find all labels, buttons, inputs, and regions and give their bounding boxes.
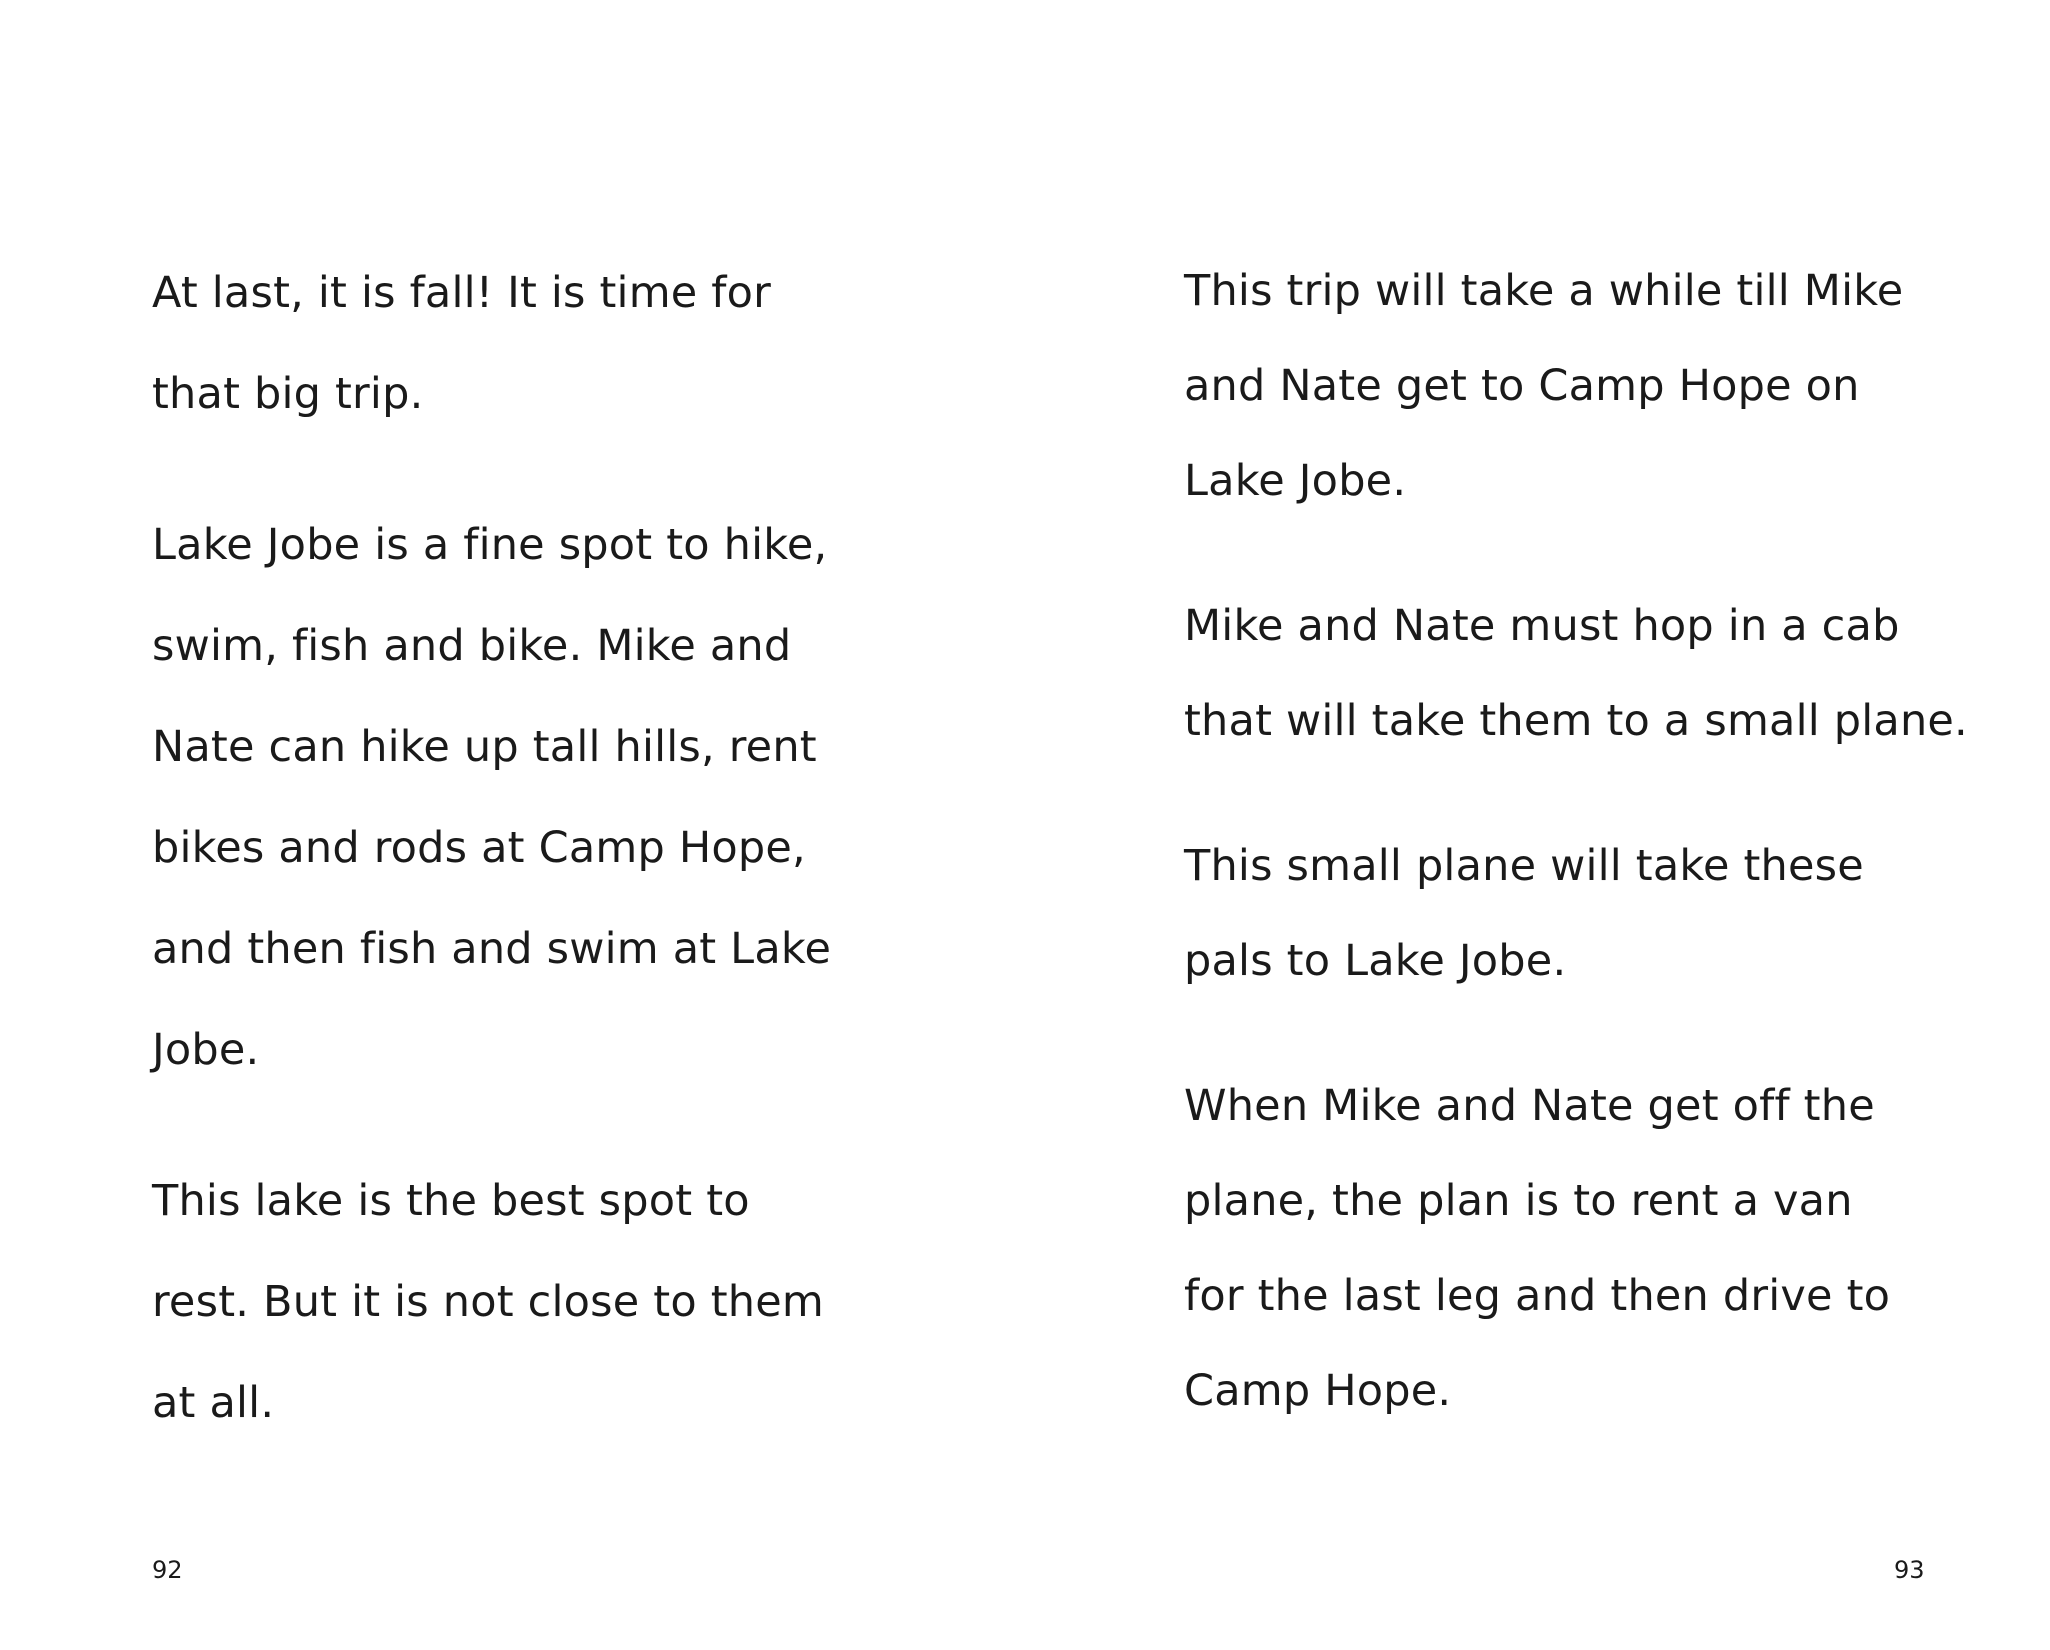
text-line: for the last leg and then drive to [1184,1271,1891,1321]
paragraph [152,495,892,1101]
text-line: bikes and rods at Camp Hope, [152,823,806,873]
text-line: plane, the plan is to rent a van [1184,1176,1853,1226]
text-line: and Nate get to Camp Hope on [1184,361,1860,411]
text-line: that will take them to a small plane. [1184,696,1968,746]
paragraph [1184,1059,2044,1439]
text-line: rest. But it is not close to them [152,1277,824,1327]
text-line: At last, it is fall! It is time for [152,268,772,318]
text-line: Nate can hike up tall hills, rent [152,722,817,772]
paragraph [1184,579,2044,769]
text-line: Mike and Nate must hop in a cab [1184,601,1900,651]
paragraph [1184,819,2044,1009]
left-page-text [152,243,892,1454]
text-line: This lake is the best spot to [152,1176,750,1226]
text-line: Lake Jobe. [1184,456,1407,506]
text-line: This trip will take a while till Mike [1184,266,1904,316]
page-number: 93 [1894,1556,1925,1584]
text-line: and then fish and swim at Lake [152,924,832,974]
text-line: Lake Jobe is a fine spot to hike, [152,520,828,570]
text-line: at all. [152,1378,275,1428]
text-line: When Mike and Nate get off the [1184,1081,1875,1131]
paragraph [152,243,892,445]
page-number: 92 [152,1556,183,1584]
text-line: This small plane will take these [1184,841,1864,891]
text-line: Camp Hope. [1184,1366,1452,1416]
text-line: swim, fish and bike. Mike and [152,621,792,671]
text-line: pals to Lake Jobe. [1184,936,1567,986]
paragraph [152,1151,892,1454]
paragraph [1184,244,2044,529]
right-page [1025,0,2050,1650]
text-line: Jobe. [152,1025,260,1075]
right-page-text [1184,244,2044,1439]
text-line: that big trip. [152,369,424,419]
